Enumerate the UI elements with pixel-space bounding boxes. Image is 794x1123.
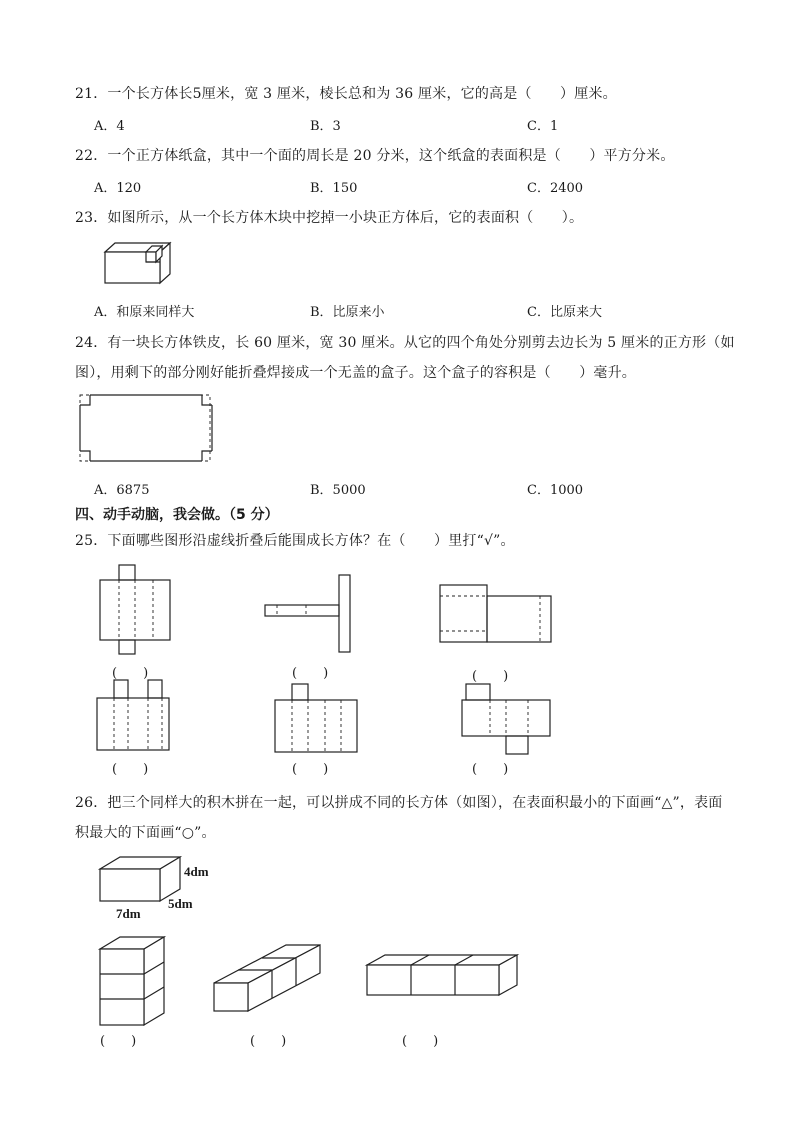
dim-height-label: 4dm bbox=[184, 864, 209, 879]
q25-text: 25．下面哪些图形沿虚线折叠后能围成长方体？在（ ）里打“√”。 bbox=[75, 533, 515, 549]
dim-length-label: 7dm bbox=[116, 906, 141, 921]
q25-blank-4[interactable]: ( ) bbox=[112, 762, 149, 777]
net-3-icon bbox=[440, 585, 555, 645]
q24-text-line2: 图），用剩下的部分刚好能折叠焊接成一个无盖的盒子。这个盒子的容积是（ ）毫升。 bbox=[75, 365, 636, 381]
q25-blank-3[interactable]: ( ) bbox=[472, 669, 509, 684]
q23-option-b[interactable]: B．比原来小 bbox=[310, 305, 385, 320]
net-4-icon bbox=[97, 680, 172, 752]
q21-option-b[interactable]: B．3 bbox=[310, 119, 341, 134]
q23-text: 23．如图所示，从一个长方体木块中挖掉一小块正方体后，它的表面积（ ）。 bbox=[75, 210, 584, 226]
dim-width-label: 5dm bbox=[168, 896, 193, 911]
section-title: 四、动手动脑，我会做。（5 分） bbox=[75, 507, 279, 523]
q24-text-line1: 24．有一块长方体铁皮，长 60 厘米，宽 30 厘米。从它的四个角处分别剪去边长为 5 厘米的正方形（如 bbox=[75, 335, 735, 351]
q26-text-line2: 积最大的下面画“○”。 bbox=[75, 825, 216, 841]
vertical-stack-icon bbox=[98, 935, 168, 1030]
q23-option-c[interactable]: C．比原来大 bbox=[527, 305, 602, 320]
q25-blank-5[interactable]: ( ) bbox=[292, 762, 329, 777]
sheet-with-cut-corners-icon bbox=[78, 393, 214, 465]
q22-option-b[interactable]: B．150 bbox=[310, 181, 358, 196]
q25-blank-2[interactable]: ( ) bbox=[292, 666, 329, 681]
q22-option-a[interactable]: A．120 bbox=[94, 181, 142, 196]
q24-option-b[interactable]: B．5000 bbox=[310, 483, 366, 498]
q26-blank-3[interactable]: ( ) bbox=[402, 1034, 439, 1049]
net-2-icon bbox=[263, 575, 353, 655]
q26-text-line1: 26．把三个同样大的积木拼在一起，可以拼成不同的长方体（如图），在表面积最小的下面画“△”，表面 bbox=[75, 795, 723, 811]
length-row-icon bbox=[365, 953, 520, 998]
q21-text: 21．一个长方体长5厘米，宽 3 厘米，棱长总和为 36 厘米，它的高是（ ）厘米。 bbox=[75, 86, 617, 102]
cuboid-with-notch-icon bbox=[100, 238, 180, 288]
q22-text: 22．一个正方体纸盒，其中一个面的周长是 20 分米，这个纸盒的表面积是（ ）平方分米。 bbox=[75, 148, 675, 164]
depth-row-icon bbox=[212, 943, 324, 1013]
q21-option-c[interactable]: C．1 bbox=[527, 119, 559, 134]
q25-blank-6[interactable]: ( ) bbox=[472, 762, 509, 777]
q24-option-a[interactable]: A．6875 bbox=[94, 483, 150, 498]
q23-option-a[interactable]: A．和原来同样大 bbox=[94, 305, 195, 320]
net-5-icon bbox=[275, 684, 360, 754]
net-1-icon bbox=[100, 565, 170, 655]
q25-blank-1[interactable]: ( ) bbox=[112, 666, 149, 681]
q26-blank-2[interactable]: ( ) bbox=[250, 1034, 287, 1049]
q24-option-c[interactable]: C．1000 bbox=[527, 483, 584, 498]
q22-option-c[interactable]: C．2400 bbox=[527, 181, 584, 196]
q21-option-a[interactable]: A．4 bbox=[94, 119, 125, 134]
net-6-icon bbox=[462, 684, 552, 756]
q26-blank-1[interactable]: ( ) bbox=[100, 1034, 137, 1049]
